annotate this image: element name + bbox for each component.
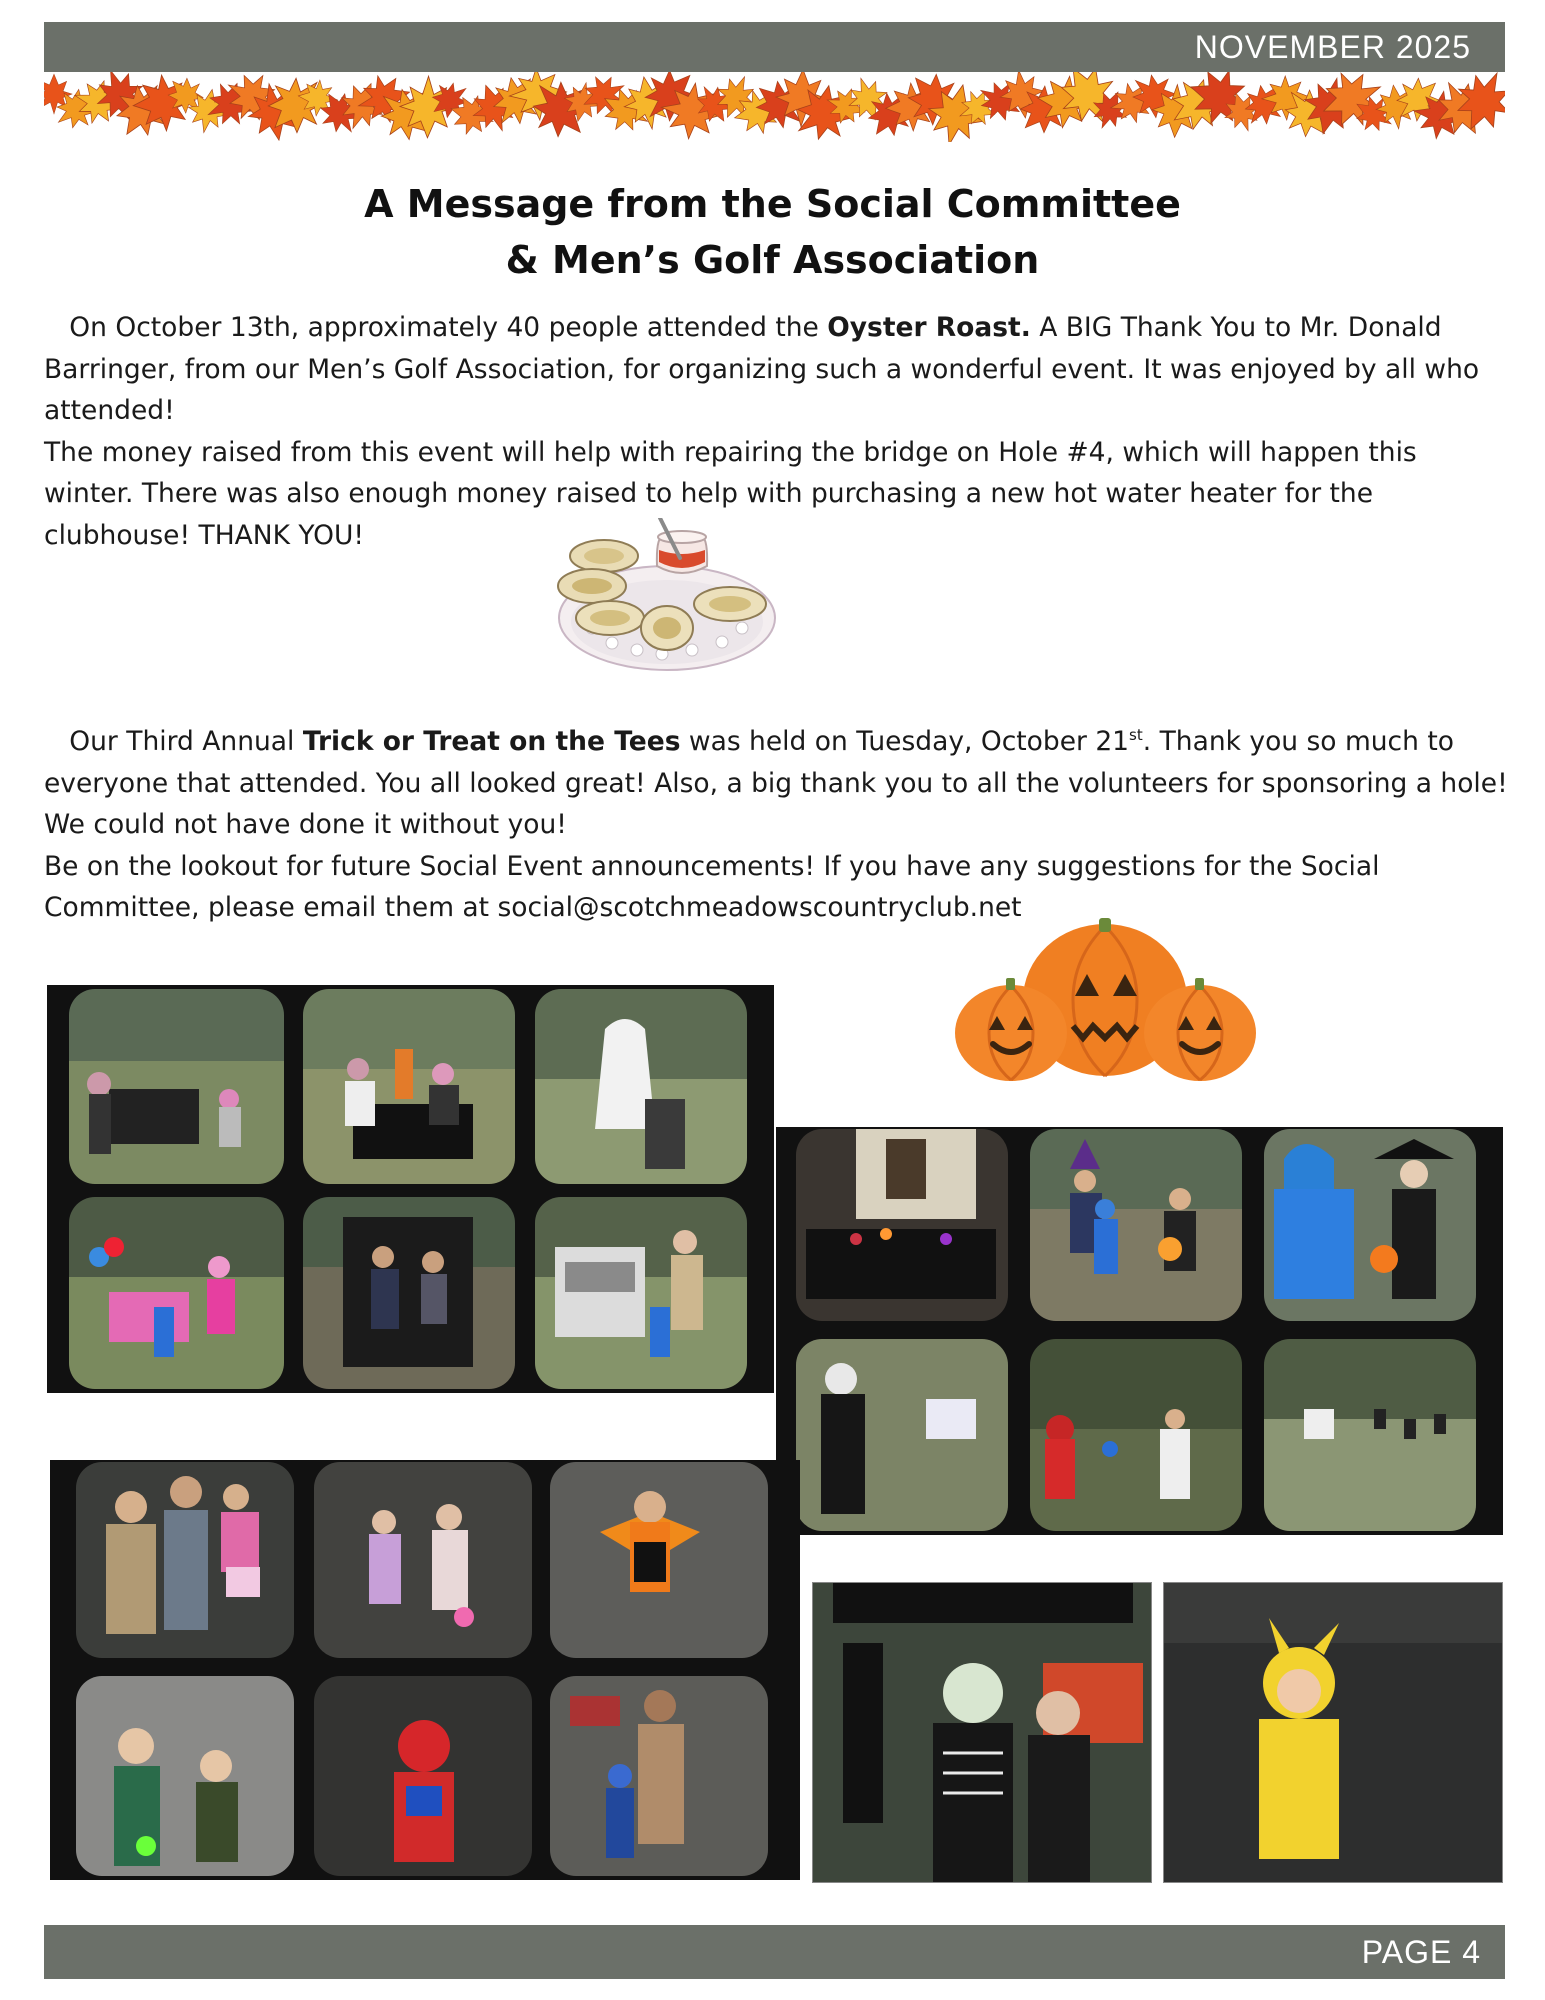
oyster-roast-paragraph [44, 307, 1514, 432]
collage-photo [1264, 1339, 1476, 1531]
fundraising-paragraph: The money raised from this event will help with repairing the bridge on Hole #4, which will happen this winter. There was also enough money raised to help with purchasing a new hot water heater for the clubhouse! THANK YOU! [44, 436, 1417, 551]
collage-photo [76, 1462, 294, 1658]
p3-text-a: Our Third Annual [69, 726, 303, 757]
issue-date: NOVEMBER 2025 [1194, 29, 1471, 65]
title-line-2: & Men’s Golf Association [505, 238, 1040, 282]
p3-superscript: st [1129, 726, 1143, 745]
p1-text-a: On October 13th, approximately 40 people attended the [69, 312, 828, 343]
autumn-leaves-border [44, 72, 1505, 142]
p3-text-d: . Thank you so much to everyone that attended. You all looked great! Also, a big thank you to all the volunteers for sponsoring a hole! We could not have done it without you! [44, 726, 1508, 840]
collage-photo [1264, 1129, 1476, 1321]
collage-photo [69, 989, 284, 1184]
p1-text-c: A BIG Thank You to Mr. Donald Barringer, from our Men’s Golf Association, for organizing such a wonderful event. It was enjoyed by all who attended! [44, 312, 1480, 426]
collage-photo [314, 1462, 532, 1658]
p3-text-bold: Trick or Treat on the Tees [302, 726, 681, 757]
article-title [0, 176, 1545, 288]
collage-photo [550, 1462, 768, 1658]
collage-photo [796, 1339, 1008, 1531]
golf-cart-costumes-photo [812, 1582, 1152, 1883]
title-line-1: A Message from the Social Committee [364, 182, 1181, 226]
collage-photo [1030, 1129, 1242, 1321]
collage-photo [303, 1197, 515, 1389]
collage-photo [1030, 1339, 1242, 1531]
collage-photo [796, 1129, 1008, 1321]
p3-text-c: was held on Tuesday, October 21 [680, 726, 1130, 757]
trick-or-treat-collage-2 [776, 1127, 1503, 1535]
footer-bar [44, 1925, 1505, 1979]
collage-photo [535, 989, 747, 1184]
page-number: PAGE 4 [1361, 1934, 1481, 1970]
collage-photo [76, 1676, 294, 1876]
trick-or-treat-collage-1 [47, 985, 774, 1393]
trick-or-treat-collage-3 [50, 1460, 800, 1880]
social-events-paragraph: Be on the lookout for future Social Event announcements! If you have any suggestions for the Social Committee, please email them at social@scotchmeadowscountryclub.net [44, 850, 1380, 923]
collage-photo [550, 1676, 768, 1876]
collage-photo [535, 1197, 747, 1389]
jack-o-lantern-trio-illustration [955, 918, 1260, 1083]
p1-text-bold: Oyster Roast. [827, 312, 1031, 343]
pikachu-costume-photo [1163, 1582, 1503, 1883]
collage-photo [69, 1197, 284, 1389]
trick-or-treat-section [44, 721, 1514, 929]
trick-or-treat-paragraph [44, 721, 1514, 846]
oyster-platter-illustration [552, 518, 782, 678]
collage-photo [303, 989, 515, 1184]
header-bar [44, 22, 1505, 72]
collage-photo [314, 1676, 532, 1876]
